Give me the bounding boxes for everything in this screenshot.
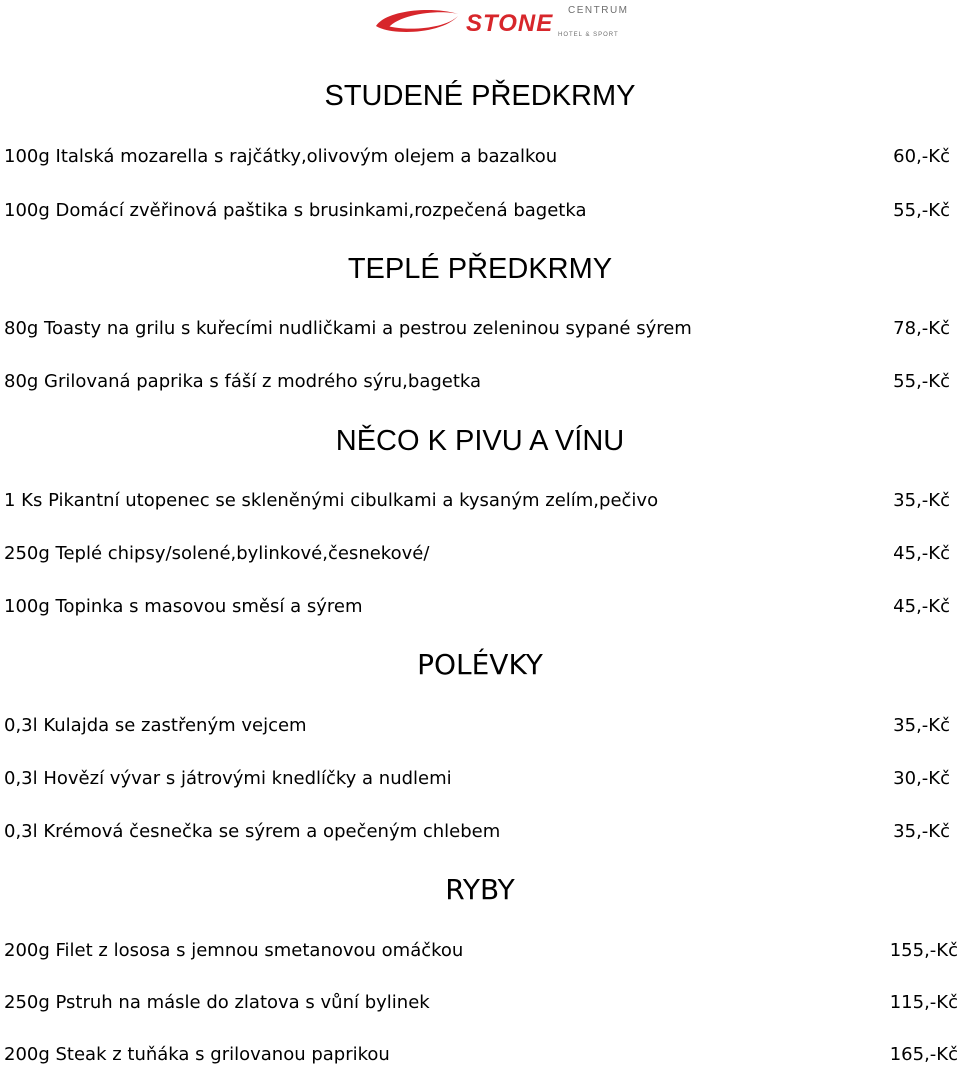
menu-item [0,817,960,847]
menu-item [0,711,960,741]
menu-item [0,314,960,344]
menu-item-price: 115,-Kč [889,992,958,1013]
menu-item [0,592,960,622]
menu-item [0,539,960,569]
section-title-neco-k-pivu: NĚCO K PIVU A VÍNU [335,425,625,457]
menu-item-name: 100g Domácí zvěřinová paštika s brusinkami,rozpečená bagetka [4,200,587,221]
menu-item-price: 155,-Kč [889,940,958,961]
menu-item [0,764,960,794]
menu-item-price: 78,-Kč [893,318,950,339]
section-title-studene-predkrmy: STUDENÉ PŘEDKRMY [324,80,636,112]
menu-item-price: 35,-Kč [893,490,950,511]
menu-item-price: 55,-Kč [893,371,950,392]
menu-item-price: 60,-Kč [893,146,950,167]
menu-item-name: 1 Ks Pikantní utopenec se skleněnými cibulkami a kysaným zelím,pečivo [4,490,659,511]
menu-item [0,142,960,172]
section-title-polevky: POLÉVKY [417,648,543,681]
menu-item [0,988,960,1018]
menu-item-name: 80g Grilovaná paprika s fáší z modrého sýru,bagetka [4,371,482,392]
menu-item-name: 250g Teplé chipsy/solené,bylinkové,česnekové/ [4,543,430,564]
menu-item-name: 0,3l Krémová česnečka se sýrem a opečeným chlebem [4,821,501,842]
menu-item [0,936,960,966]
menu-item-price: 35,-Kč [893,821,950,842]
section-title-ryby: RYBY [445,873,515,906]
svg-text:CENTRUM: CENTRUM [568,5,629,16]
menu-item-price: 30,-Kč [893,768,950,789]
svg-text:HOTEL & SPORT: HOTEL & SPORT [558,32,619,38]
menu-item-price: 55,-Kč [893,200,950,221]
menu-item-name: 100g Italská mozarella s rajčátky,olivovým olejem a bazalkou [4,146,558,167]
svg-text:STONE: STONE [466,10,554,37]
menu-item-name: 100g Topinka s masovou směsí a sýrem [4,596,363,617]
centrum-stone-logo-graphic [372,2,629,38]
menu-item-name: 250g Pstruh na másle do zlatova s vůní bylinek [4,992,430,1013]
menu-item-price: 165,-Kč [889,1044,958,1065]
menu-item-price: 45,-Kč [893,596,950,617]
menu-item [0,1040,960,1070]
menu-item-name: 0,3l Hovězí vývar s játrovými knedlíčky a nudlemi [4,768,452,789]
menu-item [0,196,960,226]
menu-item [0,367,960,397]
menu-item-price: 45,-Kč [893,543,950,564]
centrum-stone-logo [372,2,629,38]
menu-item-name: 0,3l Kulajda se zastřeným vejcem [4,715,307,736]
menu-item [0,486,960,516]
section-title-teple-predkrmy: TEPLÉ PŘEDKRMY [347,253,613,285]
menu-item-name: 80g Toasty na grilu s kuřecími nudličkami a pestrou zeleninou sypané sýrem [4,318,692,339]
menu-item-price: 35,-Kč [893,715,950,736]
menu-item-name: 200g Steak z tuňáka s grilovanou paprikou [4,1044,390,1065]
menu-item-name: 200g Filet z lososa s jemnou smetanovou omáčkou [4,940,464,961]
